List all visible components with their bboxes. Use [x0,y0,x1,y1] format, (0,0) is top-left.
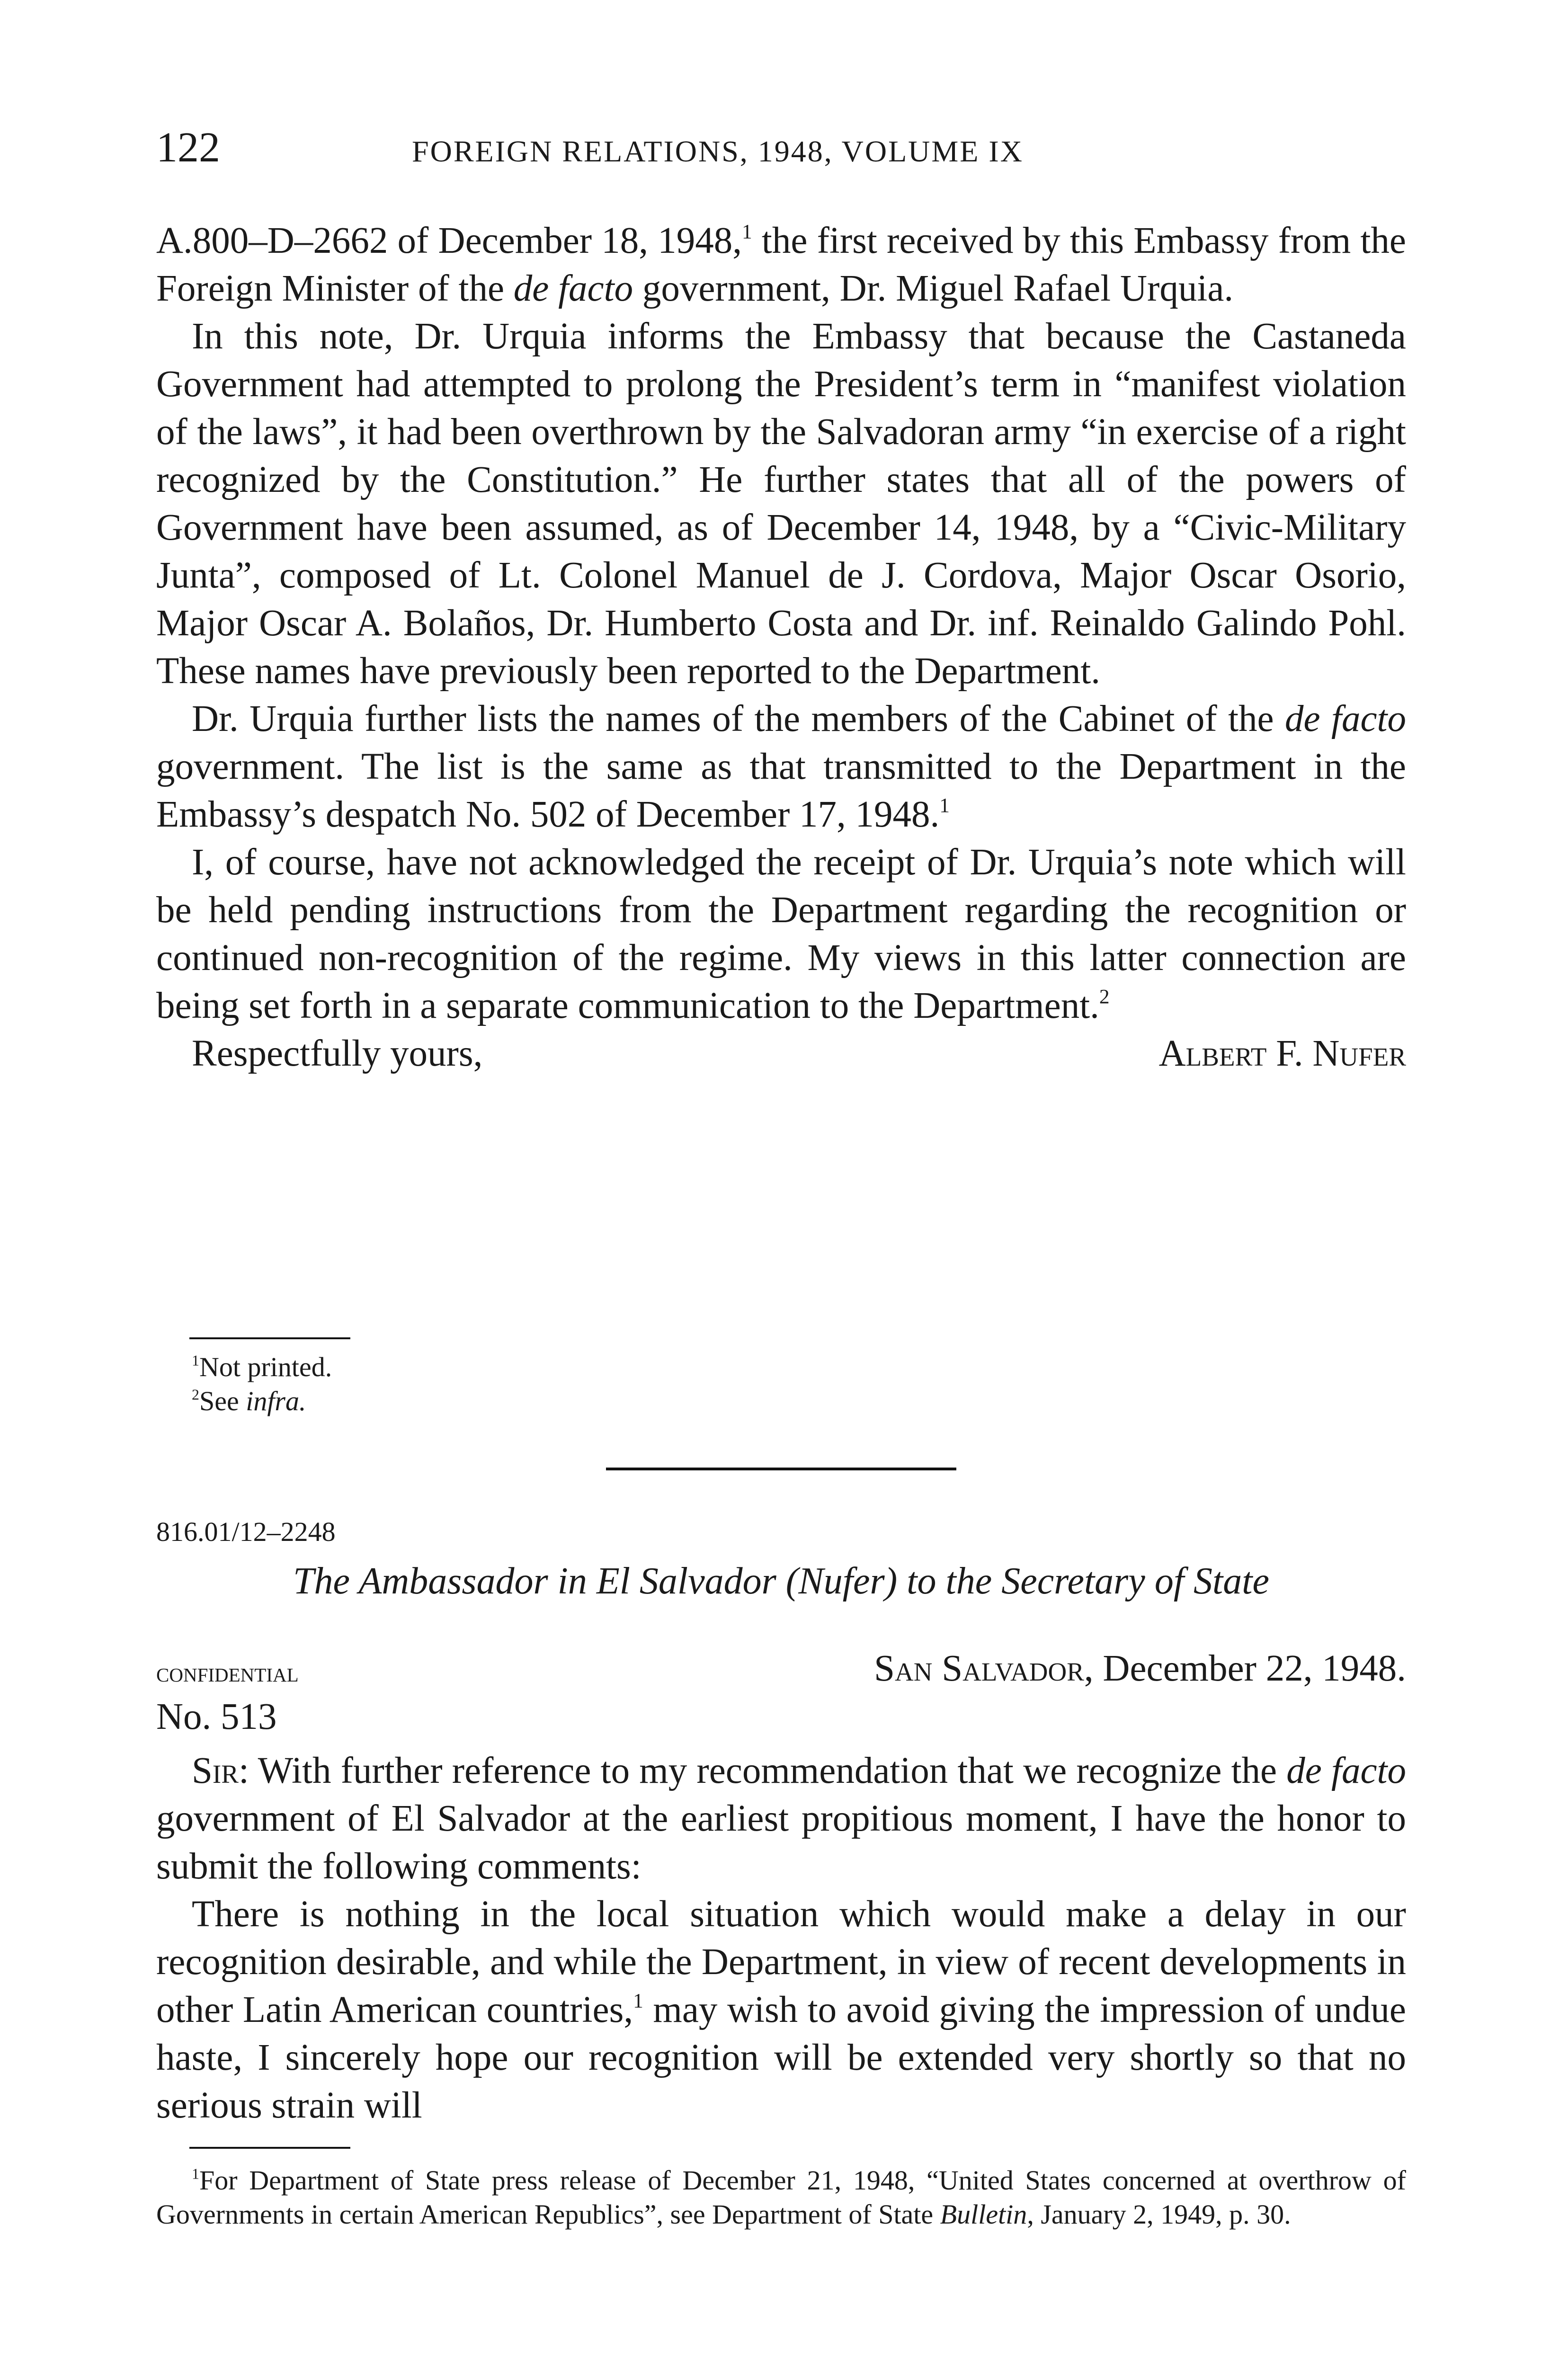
doc1-footnotes [156,1350,1406,1418]
doc2-paragraph-1: Sir: With further reference to my recommendation that we recognize the de facto government of El Salvador at the earliest propitious moment, I have the honor to submit the following comments: [156,1750,1407,1887]
footnote-ref: 1 [939,794,950,817]
running-title: FOREIGN RELATIONS, 1948, VOLUME IX [412,134,1024,168]
page-header [156,124,1406,171]
doc1-paragraph-4: I, of course, have not acknowledged the receipt of Dr. Urquia’s note which will be held pending instructions from the Department regarding the recognition or continued non-recognition of the regime. My views in this latter connection are being set forth in a separate communication to the Department.$^2$ [156,842,1406,1026]
classification: confidential [156,1657,299,1688]
place-date: San Salvador, December 22, 1948. [874,1648,1406,1689]
page-number: 122 [156,124,220,171]
section-divider [606,1468,956,1470]
signature: Albert F. Nufer [1158,1033,1406,1074]
closing: Respectfully yours, [192,1033,483,1074]
footnote-ref: 1 [633,1989,643,2012]
footnote-rule [189,1337,350,1339]
footnote-ref: 1 [741,220,752,243]
doc2-footnotes [156,2163,1406,2232]
footnote-rule [189,2147,350,2149]
doc2-body [156,1747,1406,2129]
doc2-paragraph-2: There is nothing in the local situation which would make a delay in our recognition desirable, and while the Department, in view of recent developments in other Latin American countries,$^1$ may wish to avoid giving the impression of undue haste, I sincerely hope our recognition will be extended very shortly so that no serious strain will [156,1894,1406,2126]
doc1-paragraph-3: Dr. Urquia further lists the names of the members of the Cabinet of the de facto government. The list is the same as that transmitted to the Department in the Embassy’s despatch No. 502 of December 17, 1948.$^1$ [156,698,1406,835]
doc2-number: No. 513 [156,1696,277,1737]
footnote-ref: 2 [1099,985,1110,1008]
doc1-closing-line [156,1030,1406,1077]
doc2-dateline [156,1645,1406,1692]
doc2-file-number: 816.01/12–2248 [156,1516,336,1547]
footnote: $^1$Not printed. [192,1352,332,1382]
doc1-paragraph-2: In this note, Dr. Urquia informs the Embassy that because the Castaneda Government had attempted to prolong the President’s term in “manifest violation of the laws”, it had been overthrown by the Salvadoran army “in exercise of a right recognized by the Constitution.” He further states that all of the powers of Government have been assumed, as of December 14, 1948, by a “Civic-Military Junta”, composed of Lt. Colonel Manuel de J. Cordova, Major Oscar Osorio, Major Oscar A. Bolaños, Dr. Humberto Costa and Dr. inf. Reinaldo Galindo Pohl. These names have previously been reported to the Department. [156,316,1406,692]
doc1-paragraph-1: A.800–D–2662 of December 18, 1948,$^1$ the first received by this Embassy from the Foreign Minister of the de facto government, Dr. Miguel Rafael Urquia. [156,220,1406,309]
doc1-body [156,217,1406,1077]
footnote: $^1$For Department of State press release of December 21, 1948, “United States concerned at overthrow of Governments in certain American Republics”, see Department of State Bulletin, January 2, 1949, p. 30. [156,2165,1406,2230]
footnote: $^2$See infra. [192,1386,306,1416]
doc2-title: The Ambassador in El Salvador (Nufer) to the Secretary of State [293,1560,1269,1602]
